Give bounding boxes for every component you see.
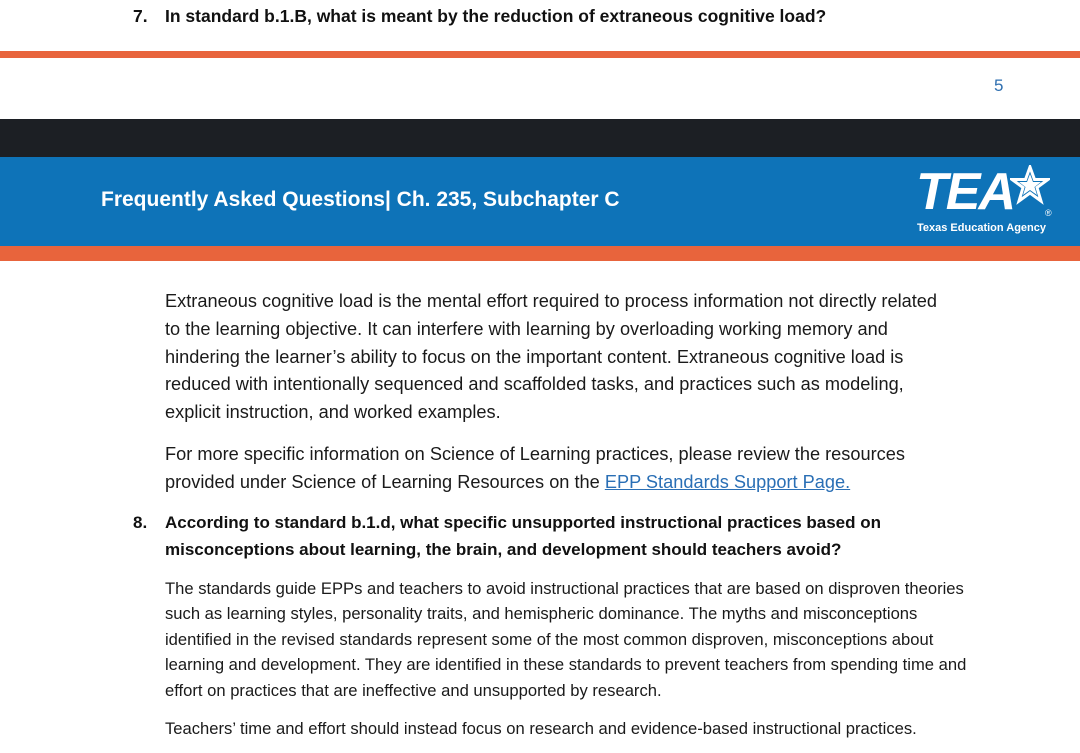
answer-7-paragraph-2-text: For more specific information on Science of Learning practices, please review the resources provided under Science of Learning Resources on the [165,444,905,492]
question-8-text: According to standard b.1.d, what specific unsupported instructional practices based on misconceptions about learning, the brain, and development should teachers avoid? [165,513,882,559]
star-icon [1010,165,1050,205]
answer-7-paragraph-1: Extraneous cognitive load is the mental effort required to process information not directly related to the learning objective. It can interfere with learning by overloading working memory and hindering the learner’s ability to focus on the important content. Extraneous cognitive load is reduced with intentionally sequenced and scaffolded tasks, and practices such as modeling, explicit instruction, and worked examples. [165,291,938,423]
answer-7-paragraph-2 [165,440,965,496]
header-title: Frequently Asked Questions| Ch. 235, Subchapter C [101,188,620,211]
logo-subtitle: Texas Education Agency [917,222,1046,234]
footer-rule [0,51,1080,58]
page-number: 5 [994,76,1004,95]
question-7-number: 7. [133,6,148,26]
logo-registered-mark: ® [1045,208,1052,218]
page-header [0,157,1080,246]
tea-logo [914,163,1054,241]
question-8-number: 8. [133,513,148,532]
answer-8-paragraph-1: The standards guide EPPs and teachers to avoid instructional practices that are based on disproven theories such as learning styles, personality traits, and hemispheric dominance. The myths and misconceptions identified in the revised standards represent some of the most common disproven, misconceptions about learning and development. They are identified in these standards to prevent teachers from spending time and effort on practices that are ineffective and unsupported by research. [165,579,967,700]
page-break-gap [0,119,1080,157]
answer-8-paragraph-2: Teachers’ time and effort should instead focus on research and evidence-based instructional practices. [165,719,917,738]
question-7-text: In standard b.1.B, what is meant by the reduction of extraneous cognitive load? [165,6,827,26]
header-rule [0,246,1080,261]
question-7 [133,6,826,27]
epp-standards-support-link[interactable]: EPP Standards Support Page. [604,472,851,492]
logo-wordmark: TEA [916,163,1014,221]
